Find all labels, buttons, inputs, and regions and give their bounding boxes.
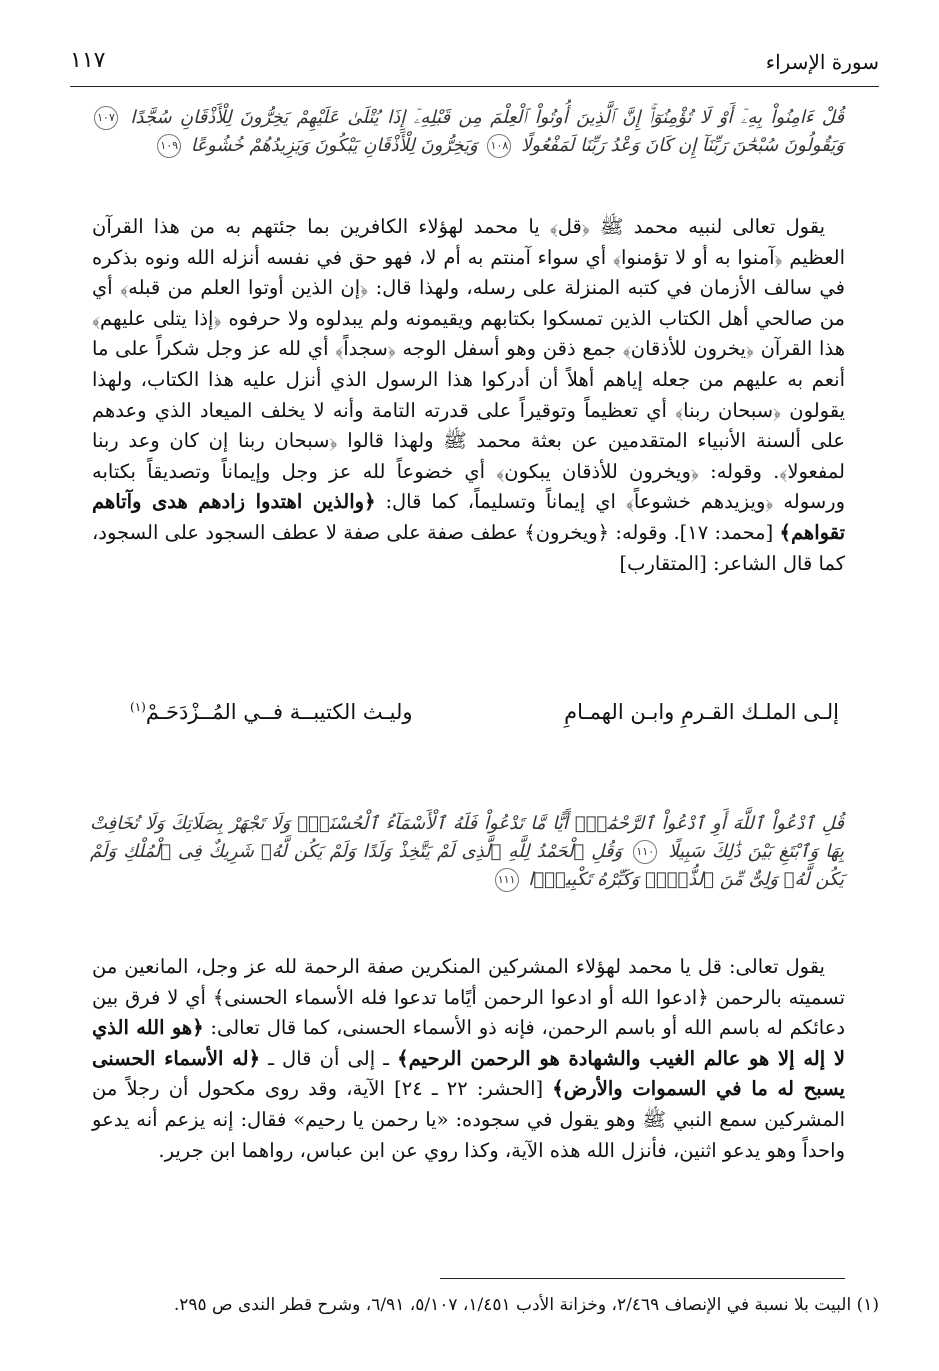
- verse-text: وَيَقُولُونَ سُبْحَٰنَ رَبِّنَآ إِن كَانَ وَعْدُ رَبِّنَا لَمَفْعُولًا: [521, 135, 844, 156]
- page-number: ١١٧: [70, 48, 106, 73]
- poem-first-hemistich: إلـى الملـك القـرمِ وابـن الهمـامِ: [564, 700, 839, 724]
- bold-quran-quote: ﴿له الأسماء الحسنى يسبح له ما في السموات والأرض﴾: [92, 1046, 845, 1101]
- tafsir-paragraph-1: [92, 212, 845, 579]
- verse-text: وَيَخِرُّونَ لِلْأَذْقَانِ يَبْكُونَ وَيَزِيدُهُمْ خُشُوعًا: [190, 135, 478, 156]
- tafsir-line: من تسميته بالرحمن ﴿ادعوا الله أو ادعوا الرحمن أيًاما تدعوا فله الأسماء الحسنى﴾ أي لا فرق: [92, 955, 845, 1009]
- tafsir-line: يقول تعالى لنبيه محمد ﷺ ﴿قل﴾ يا محمد لهؤلاء الكافرين بما جئتهم به من هذا القرآن: [92, 215, 825, 238]
- verse-number-mark: ١١٠: [633, 840, 657, 864]
- tafsir-line: [محمد: ١٧]. وقوله: ﴿ويخرون﴾ عطف صفة على صفة: [343, 520, 774, 544]
- verse-number-mark: ١١١: [495, 868, 519, 892]
- tafsir-line: شكراً على ما أنعم به عليهم من جعله إياهم أهلاً أن أدركوا هذا الرسول الذي أنزل عليه هذا: [92, 337, 845, 391]
- poem-second-hemistich: وليـث الكتيبــة فــي المُــزْدَحَـمْ$^{(١)}$: [130, 700, 413, 724]
- tafsir-line: الميعاد الذي وعدهم على ألسنة الأنبياء المتقدمين عن بعثة محمد ﷺ ولهذا قالوا ﴿سبحان ربنا: [92, 398, 845, 453]
- tafsir-line: [الحشر: ٢٢ ـ ٢٤] الآية، وقد روى مكحول أن رجلاً من: [92, 1077, 544, 1101]
- quran-verses-block-2: [90, 810, 844, 894]
- footnote-number: (١): [856, 1295, 879, 1315]
- surah-title: سورة الإسراء: [765, 50, 879, 74]
- page-header: [70, 46, 879, 87]
- verse-number-mark: ١٠٧: [94, 106, 118, 130]
- footnote-ref: (١): [130, 700, 146, 714]
- footnote-separator: [440, 1278, 845, 1279]
- verse-text: قُلْ ءَامِنُواْ بِهِۦٓ أَوْ لَا تُؤْمِنُوٓاْۚ إِنَّ ٱلَّذِينَ أُوتُواْ ٱلْعِلْمَ مِن قَبْلِهِۦٓ إِذَا يُتْلَىٰ عَلَيْهِمْ يَخِرُّونَ لِلْأَذْقَانِ سُجَّدًا: [130, 107, 844, 128]
- tafsir-line: لا عطف السجود على السجود، كما قال الشاعر: [المتقارب]: [92, 520, 845, 575]
- quran-verses-block-1: [90, 104, 844, 160]
- verse-text: قُلِ ٱدْعُواْ ٱللَّهَ أَوِ ٱدْعُواْ ٱلرَّحْمَٰنَۖ أَيًّا مَّا تَدْعُواْ فَلَهُ ٱلْأَسْمَآءُ ٱلْحُسْنَىٰۚ وَلَا تَجْهَرْ بِصَلَاتِكَ وَلَا تُخَافِتْ بِهَا وَٱبْتَغِ بَيْنَ ذَٰلِكَ سَبِيلًا: [90, 813, 845, 862]
- poem-verse: [130, 700, 839, 740]
- bold-quran-quote: ﴿والذين اهتدوا زادهم هدى وآتاهم تقواهم﴾: [92, 490, 846, 544]
- tafsir-line: وإيماناً وتصديقاً بكتابه ورسوله ﴿ويزيدهم خشوعاً﴾ اي إيماناً وتسليماً، كما قال:: [92, 459, 845, 514]
- footnote: [92, 1290, 879, 1320]
- footnote-text: البيت بلا نسبة في الإنصاف ٢/٤٦٩، وخزانة الأدب ١/٤٥١، ٥/١٠٧، ٦/٩١، وشرح قطر الندى ص ٢٩٥.: [173, 1295, 852, 1315]
- tafsir-line: ـ إلى أن قال ـ: [268, 1046, 389, 1070]
- verse-number-mark: ١٠٩: [157, 134, 181, 158]
- tafsir-paragraph-2: [92, 952, 845, 1166]
- tafsir-line: عليهم﴾ هذا القرآن ﴿يخرون للأذقان﴾ جمع ذقن وهو أسفل الوجه ﴿سجداً﴾ أي لله عز وجل: [92, 306, 845, 361]
- bold-quran-quote: ﴿هو الله الذي لا إله إلا هو عالم الغيب والشهادة هو الرحمن الرحيم﴾: [92, 1016, 846, 1070]
- tafsir-line: واحداً وهو يدعو اثنين، فأنزل الله هذه الآية، وكذا روي عن ابن عباس، رواهما ابن جرير.: [158, 1138, 845, 1162]
- tafsir-line: بين دعائكم له باسم الله أو باسم الرحمن، فإنه ذو الأسماء الحسنى، كما قال تعالى:: [92, 985, 846, 1040]
- verse-text: وَقُلِ ٱلْحَمْدُ لِلَّهِ ٱلَّذِى لَمْ يَتَّخِذْ وَلَدًا وَلَمْ يَكُن لَّهُۥ شَرِيكٌ فِى ٱلْمُلْكِ وَلَمْ يَكُن لَّهُۥ وَلِىٌّ مِّنَ ٱلذُّلِّۖ وَكَبِّرْهُ تَكْبِيرًۢا: [90, 841, 844, 890]
- tafsir-line: الكتاب، ولهذا يقولون ﴿سبحان ربنا﴾ أي تعظيماً وتوقيراً على قدرته التامة وأنه لا يخلف: [92, 367, 846, 422]
- verse-number-mark: ١٠٨: [487, 134, 511, 158]
- tafsir-line: إن كان وعد ربنا لمفعولا﴾. وقوله: ﴿ويخرون للأذقان يبكون﴾ أي خضوعاً لله عز وجل: [92, 429, 846, 483]
- tafsir-line: المشركين سمع النبي ﷺ وهو يقول في سجوده: «يا رحمن يا رحيم» فقال: إنه يزعم أنه يدعو: [92, 1107, 845, 1131]
- tafsir-line: يقول تعالى: قل يا محمد لهؤلاء المشركين المنكرين صفة الرحمة لله عز وجل، المانعين: [124, 955, 825, 978]
- tafsir-line: العظيم ﴿آمنوا به أو لا تؤمنوا﴾ أي سواء آمنتم به أم لا، فهو حق في نفسه أنزله الله ونوه بذكره: [92, 245, 845, 269]
- tafsir-line: من صالحي أهل الكتاب الذين تمسكوا بكتابهم ويقيمونه ولم يبدلوه ولا حرفوه ﴿إذا يتلى: [152, 306, 846, 330]
- tafsir-line: في سالف الأزمان في كتبه المنزلة على رسله، ولهذا قال: ﴿إن الذين أوتوا العلم من قبله﴾ أي: [92, 276, 845, 300]
